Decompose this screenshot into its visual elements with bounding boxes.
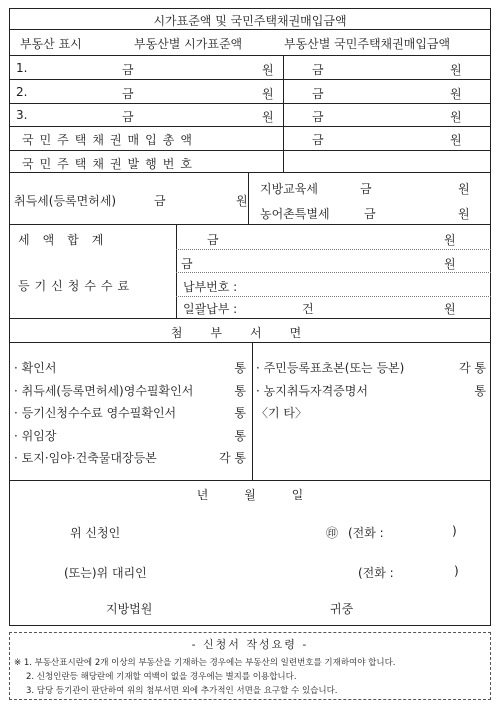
divider — [9, 480, 491, 481]
attachment-unit: 통 — [234, 428, 246, 443]
list-item — [256, 382, 486, 405]
divider — [9, 224, 491, 225]
attachment-unit: 통 — [234, 383, 246, 398]
rural-tax-prefix: 금 — [364, 207, 376, 221]
divider — [176, 272, 491, 273]
attachments-title: 첨부서면 — [170, 326, 330, 340]
date-line: 년 월 일 — [196, 488, 304, 502]
seal-mark: ㊞ — [326, 526, 339, 540]
bulk-payment-unit: 원 — [444, 302, 456, 316]
list-item — [14, 449, 246, 472]
bond-amount-unit: 원 — [450, 110, 462, 124]
tax-sum-label: 세액합계 — [18, 233, 117, 247]
guide-item: 2. 신청인란등 해당란에 기재할 여백이 없을 경우에는 별지를 이용합니다. — [26, 672, 297, 682]
divider — [176, 224, 177, 318]
divider — [9, 150, 491, 151]
column-header-standard: 부동산별 시가표준액 — [134, 37, 243, 51]
standard-amount-prefix: 금 — [122, 110, 134, 124]
row-number: 2. — [16, 85, 28, 99]
guide-item: 3. 담당 등기관이 판단하여 위의 첨부서면 외에 추가적인 서면을 요구할 수 있습니다. — [26, 686, 338, 696]
list-item — [14, 382, 246, 405]
bond-amount-prefix: 금 — [312, 87, 324, 101]
attachments-right-list — [256, 359, 486, 427]
bond-total-label: 국민주택채권매입총액 — [22, 133, 198, 147]
divider — [9, 342, 491, 343]
list-item — [14, 427, 246, 450]
applicant-label: 위 신청인 — [70, 526, 121, 540]
attachment-unit: 통 — [234, 361, 246, 375]
acquisition-tax-prefix: 금 — [154, 194, 166, 208]
standard-amount-unit: 원 — [262, 110, 274, 124]
attachment-unit: 각 통 — [459, 361, 486, 375]
attachment-label: · 등기신청수수료 영수필확인서 — [14, 406, 177, 420]
attachments-left-list — [14, 359, 246, 472]
divider — [176, 249, 491, 250]
divider — [283, 55, 284, 172]
row-number: 3. — [16, 108, 28, 122]
registration-fee-label: 등기신청수수료 — [18, 279, 135, 293]
education-tax-unit: 원 — [458, 182, 470, 196]
bond-amount-prefix: 금 — [312, 63, 324, 77]
column-header-bond: 부동산별 국민주택채권매입금액 — [284, 37, 451, 51]
divider — [252, 342, 253, 480]
guide-item: ※ 1. 부동산표시란에 2개 이상의 부동산을 기재하는 경우에는 부동산의 일련번호를 기재하여야 합니다. — [14, 658, 396, 668]
divider — [9, 126, 491, 127]
list-item — [256, 359, 486, 382]
phone-label: (전화 : — [358, 566, 394, 580]
bond-total-prefix: 금 — [312, 133, 324, 147]
standard-amount-unit: 원 — [262, 87, 274, 101]
acquisition-tax-label: 취득세(등록면허세) — [14, 194, 117, 208]
phone-close: ) — [452, 524, 457, 538]
payment-number-label: 납부번호 : — [183, 280, 238, 294]
rural-tax-unit: 원 — [458, 207, 470, 221]
tax-sum-prefix: 금 — [207, 233, 219, 247]
attachment-unit: 각 통 — [219, 451, 246, 465]
attachment-label: · 취득세(등록면허세)영수필확인서 — [14, 383, 194, 398]
tax-sum-unit: 원 — [444, 233, 456, 247]
education-tax-label: 지방교육세 — [260, 182, 318, 196]
standard-amount-unit: 원 — [262, 63, 274, 77]
attachment-unit: 통 — [474, 383, 486, 398]
row-number: 1. — [16, 61, 28, 75]
attachment-label: 〈기 타〉 — [256, 406, 307, 420]
guide-title: - 신청서 작성요령 - — [191, 638, 309, 651]
registration-fee-prefix: 금 — [181, 257, 193, 271]
divider — [248, 172, 249, 224]
column-header-property: 부동산 표시 — [20, 37, 82, 51]
bond-amount-prefix: 금 — [312, 110, 324, 124]
bond-total-unit: 원 — [450, 133, 462, 147]
phone-label: (전화 : — [348, 526, 384, 540]
recipient-label: 귀중 — [330, 602, 354, 616]
standard-amount-prefix: 금 — [122, 63, 134, 77]
court-label: 지방법원 — [106, 602, 153, 616]
divider — [9, 172, 491, 173]
bond-amount-unit: 원 — [450, 87, 462, 101]
list-item — [256, 404, 486, 427]
agent-label: (또는)위 대리인 — [64, 566, 147, 580]
divider — [9, 103, 491, 104]
page-title: 시가표준액 및 국민주택채권매입금액 — [153, 14, 347, 28]
attachment-label: · 토지·임야·건축물대장등본 — [14, 451, 157, 465]
attachment-label: · 위임장 — [14, 428, 57, 443]
standard-amount-prefix: 금 — [122, 87, 134, 101]
divider — [9, 318, 491, 319]
bulk-payment-count: 건 — [302, 302, 314, 316]
acquisition-tax-unit: 원 — [236, 194, 248, 208]
list-item — [14, 404, 246, 427]
divider — [176, 296, 491, 297]
list-item — [14, 359, 246, 382]
registration-fee-unit: 원 — [444, 257, 456, 271]
bulk-payment-label: 일괄납부 : — [183, 302, 238, 316]
phone-close: ) — [454, 564, 459, 578]
bond-issue-label: 국민주택채권발행번호 — [22, 157, 198, 171]
attachment-label: · 농지취득자격증명서 — [256, 383, 368, 398]
bond-amount-unit: 원 — [450, 63, 462, 77]
attachment-label: · 주민등록표초본(또는 등본) — [256, 361, 405, 375]
divider — [9, 79, 491, 80]
attachment-label: · 확인서 — [14, 361, 57, 375]
rural-tax-label: 농어촌특별세 — [260, 207, 330, 221]
education-tax-prefix: 금 — [360, 182, 372, 196]
divider — [9, 55, 491, 56]
divider — [9, 29, 491, 30]
attachment-unit: 통 — [234, 406, 246, 420]
